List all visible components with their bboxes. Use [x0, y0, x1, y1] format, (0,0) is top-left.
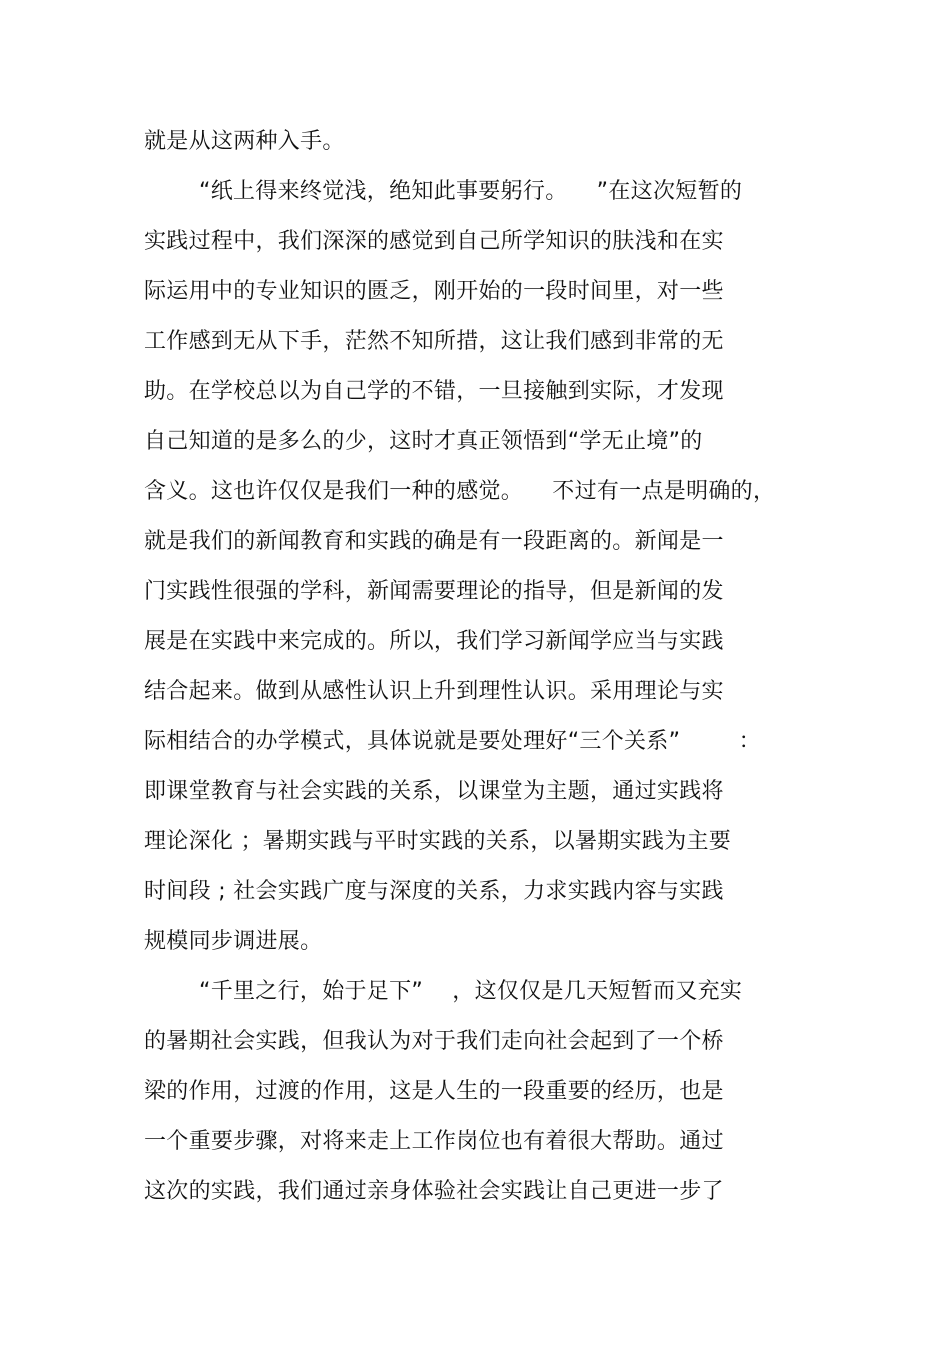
- text-line: 理论深化 ；暑期实践与平时实践的关系，以暑期实践为主要: [144, 829, 732, 854]
- text-line: 时间段 ; 社会实践广度与深度的关系，力求实践内容与实践: [144, 879, 724, 904]
- text-line: 一个重要步骤，对将来走上工作岗位也有着很大帮助。通过: [144, 1129, 724, 1154]
- text-line: 规模同步调进展。: [144, 929, 323, 954]
- text-line: 这次的实践，我们通过亲身体验社会实践让自己更进一步了: [144, 1179, 724, 1204]
- text-line: 含义。这也许仅仅是我们一种的感觉。 不过有一点是明确的，: [144, 479, 776, 504]
- text-line: 际运用中的专业知识的匮乏，刚开始的一段时间里，对一些: [144, 279, 724, 304]
- text-line: 就是我们的新闻教育和实践的确是有一段距离的。新闻是一: [144, 529, 724, 554]
- text-line: 际相结合的办学模式，具体说就是要处理好“三个关系” ：: [144, 729, 761, 754]
- text-line: 的暑期社会实践，但我认为对于我们走向社会起到了一个桥: [144, 1029, 724, 1054]
- paragraph-start-line: “纸上得来终觉浅，绝知此事要躬行。 ”在这次短暂的: [199, 179, 743, 204]
- text-line: 展是在实践中来完成的。所以，我们学习新闻学应当与实践: [144, 629, 724, 654]
- paragraph-start-line: “千里之行，始于足下” ，这仅仅是几天短暂而又充实: [199, 979, 743, 1004]
- text-line: 门实践性很强的学科，新闻需要理论的指导，但是新闻的发: [144, 579, 724, 604]
- text-line: 实践过程中，我们深深的感觉到自己所学知识的肤浅和在实: [144, 229, 724, 254]
- text-line: 梁的作用，过渡的作用，这是人生的一段重要的经历，也是: [144, 1079, 724, 1104]
- text-line: 即课堂教育与社会实践的关系，以课堂为主题，通过实践将: [144, 779, 724, 804]
- text-line: 就是从这两种入手。: [144, 129, 345, 154]
- text-line: 结合起来。做到从感性认识上升到理性认识。采用理论与实: [144, 679, 724, 704]
- text-line: 助。在学校总以为自己学的不错，一旦接触到实际，才发现: [144, 379, 724, 404]
- text-line: 自己知道的是多么的少，这时才真正领悟到“学无止境”的: [144, 429, 703, 454]
- text-line: 工作感到无从下手，茫然不知所措，这让我们感到非常的无: [144, 329, 724, 354]
